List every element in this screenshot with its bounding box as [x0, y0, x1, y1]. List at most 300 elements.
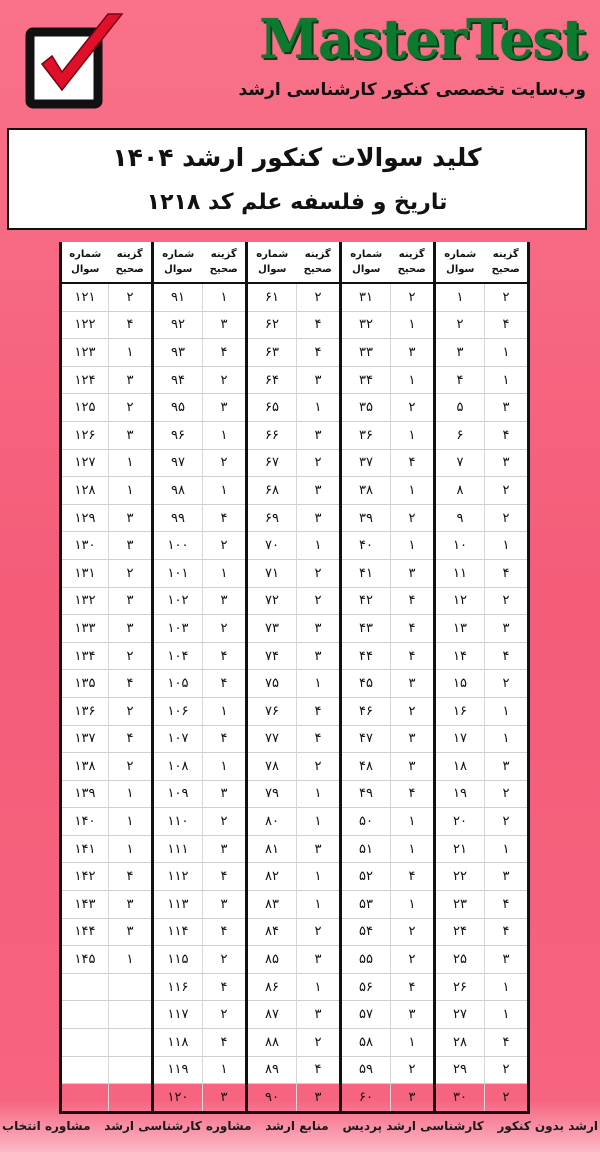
question-number-cell: ۱۱۸: [153, 1029, 203, 1057]
answer-cell: ۱: [203, 753, 247, 781]
answer-cell: ۲: [297, 559, 341, 587]
answer-key-header-row: [61, 242, 529, 283]
table-row: [61, 753, 529, 781]
question-number-cell: ۱۳۸: [61, 753, 109, 781]
question-number-cell: ۱۳۳: [61, 615, 109, 643]
answer-cell: ۴: [485, 918, 529, 946]
answer-cell: ۲: [485, 477, 529, 505]
answer-cell: [109, 1029, 153, 1057]
question-number-cell: ۱۲۴: [61, 366, 109, 394]
table-row: [61, 449, 529, 477]
answer-cell: ۲: [485, 587, 529, 615]
question-number-cell: ۲۱: [435, 835, 485, 863]
answer-cell: ۲: [109, 283, 153, 311]
answer-cell: ۲: [109, 394, 153, 422]
table-row: [61, 366, 529, 394]
question-number-cell: ۹۳: [153, 339, 203, 367]
question-number-cell: ۷۹: [247, 780, 297, 808]
answer-cell: ۱: [391, 366, 435, 394]
question-number-cell: ۸۱: [247, 835, 297, 863]
question-number-cell: ۲۴: [435, 918, 485, 946]
question-number-cell: ۵: [435, 394, 485, 422]
answer-cell: ۴: [485, 559, 529, 587]
question-number-cell: ۳۶: [341, 421, 391, 449]
question-number-cell: ۸۴: [247, 918, 297, 946]
exam-title-box: [7, 128, 587, 230]
question-number-cell: ۱۳۷: [61, 725, 109, 753]
question-number-cell: ۷۱: [247, 559, 297, 587]
question-number-cell: ۴۹: [341, 780, 391, 808]
question-number-cell: ۱۰۴: [153, 642, 203, 670]
question-number-cell: [61, 1029, 109, 1057]
question-number-cell: ۱۵: [435, 670, 485, 698]
table-row: [61, 835, 529, 863]
question-number-cell: ۱۴۳: [61, 891, 109, 919]
answer-cell: ۴: [109, 725, 153, 753]
answer-cell: ۴: [203, 863, 247, 891]
question-number-cell: ۶۶: [247, 421, 297, 449]
question-number-cell: ۱۱: [435, 559, 485, 587]
column-header-answer: گزینه صحیح: [203, 242, 247, 283]
question-number-cell: ۱۲۸: [61, 477, 109, 505]
answer-cell: ۱: [297, 891, 341, 919]
footer-link-pardis[interactable]: کارشناسی ارشد پردیس: [342, 1119, 484, 1133]
answer-cell: ۲: [391, 697, 435, 725]
answer-cell: ۳: [203, 891, 247, 919]
footer-link-selection[interactable]: مشاوره انتخاب: [2, 1119, 91, 1133]
answer-cell: ۳: [109, 532, 153, 560]
question-number-cell: ۱۲۲: [61, 311, 109, 339]
answer-key-table: [62, 242, 530, 1106]
answer-cell: ۳: [203, 394, 247, 422]
answer-cell: ۴: [203, 973, 247, 1001]
question-number-cell: ۹۲: [153, 311, 203, 339]
answer-cell: ۳: [485, 946, 529, 974]
question-number-cell: ۸۷: [247, 1001, 297, 1029]
answer-cell: ۱: [109, 339, 153, 367]
question-number-cell: ۴۳: [341, 615, 391, 643]
answer-key-grid: [59, 242, 530, 1114]
answer-cell: ۲: [109, 753, 153, 781]
question-number-cell: ۶۷: [247, 449, 297, 477]
answer-cell: ۲: [485, 283, 529, 311]
question-number-cell: ۵۷: [341, 1001, 391, 1029]
answer-cell: ۱: [297, 670, 341, 698]
question-number-cell: ۱۱۲: [153, 863, 203, 891]
table-row: [61, 780, 529, 808]
question-number-cell: ۵۱: [341, 835, 391, 863]
answer-cell: ۳: [485, 394, 529, 422]
question-number-cell: ۸۹: [247, 1056, 297, 1084]
question-number-cell: ۴۵: [341, 670, 391, 698]
answer-cell: ۴: [485, 311, 529, 339]
answer-cell: ۴: [297, 311, 341, 339]
answer-cell: ۳: [109, 918, 153, 946]
question-number-cell: ۱۴: [435, 642, 485, 670]
question-number-cell: ۵۳: [341, 891, 391, 919]
answer-cell: ۱: [391, 532, 435, 560]
exam-title: کلید سوالات کنکور ارشد ۱۴۰۴: [112, 143, 482, 172]
question-number-cell: [61, 1001, 109, 1029]
answer-cell: ۳: [297, 366, 341, 394]
answer-cell: ۴: [297, 1056, 341, 1084]
question-number-cell: ۵۴: [341, 918, 391, 946]
answer-cell: ۲: [203, 808, 247, 836]
table-row: [61, 725, 529, 753]
answer-cell: ۲: [203, 946, 247, 974]
answer-cell: ۳: [391, 339, 435, 367]
question-number-cell: ۱۰۵: [153, 670, 203, 698]
question-number-cell: ۲۹: [435, 1056, 485, 1084]
question-number-cell: ۶۵: [247, 394, 297, 422]
answer-cell: [109, 1001, 153, 1029]
answer-cell: ۲: [391, 918, 435, 946]
question-number-cell: ۶: [435, 421, 485, 449]
checkmark-checkbox-icon[interactable]: [20, 6, 130, 116]
question-number-cell: ۳۹: [341, 504, 391, 532]
answer-cell: ۴: [485, 891, 529, 919]
answer-cell: ۳: [203, 835, 247, 863]
question-number-cell: ۲۸: [435, 1029, 485, 1057]
answer-cell: ۲: [297, 918, 341, 946]
question-number-cell: ۱۰۶: [153, 697, 203, 725]
answer-cell: ۲: [391, 946, 435, 974]
question-number-cell: ۵۰: [341, 808, 391, 836]
question-number-cell: ۲۶: [435, 973, 485, 1001]
answer-cell: ۲: [485, 780, 529, 808]
answer-cell: ۴: [391, 642, 435, 670]
answer-cell: ۲: [485, 670, 529, 698]
question-number-cell: ۶۹: [247, 504, 297, 532]
question-number-cell: ۱۰۲: [153, 587, 203, 615]
question-number-cell: ۹۹: [153, 504, 203, 532]
question-number-cell: ۸۵: [247, 946, 297, 974]
answer-cell: ۴: [203, 642, 247, 670]
answer-cell: ۳: [485, 753, 529, 781]
answer-cell: ۳: [297, 1001, 341, 1029]
answer-cell: ۱: [297, 863, 341, 891]
question-number-cell: ۷۰: [247, 532, 297, 560]
table-row: [61, 283, 529, 311]
question-number-cell: ۱۱۹: [153, 1056, 203, 1084]
question-number-cell: ۱۰۸: [153, 753, 203, 781]
question-number-cell: ۴۴: [341, 642, 391, 670]
answer-cell: ۳: [109, 421, 153, 449]
answer-cell: ۴: [297, 697, 341, 725]
answer-cell: ۱: [391, 835, 435, 863]
question-number-cell: ۱۳۵: [61, 670, 109, 698]
answer-cell: ۴: [203, 918, 247, 946]
column-header-answer: گزینه صحیح: [297, 242, 341, 283]
question-number-cell: ۵۶: [341, 973, 391, 1001]
question-number-cell: ۹۴: [153, 366, 203, 394]
answer-cell: ۱: [391, 1029, 435, 1057]
question-number-cell: ۷: [435, 449, 485, 477]
question-number-cell: ۶۱: [247, 283, 297, 311]
question-number-cell: ۳۱: [341, 283, 391, 311]
answer-cell: ۴: [203, 339, 247, 367]
question-number-cell: ۳۸: [341, 477, 391, 505]
question-number-cell: ۱۸: [435, 753, 485, 781]
answer-cell: ۳: [203, 587, 247, 615]
answer-cell: ۴: [485, 642, 529, 670]
question-number-cell: ۱۰: [435, 532, 485, 560]
answer-cell: ۳: [297, 477, 341, 505]
answer-cell: ۳: [109, 891, 153, 919]
answer-cell: ۲: [297, 753, 341, 781]
question-number-cell: ۹۸: [153, 477, 203, 505]
question-number-cell: [61, 1056, 109, 1084]
answer-cell: ۴: [485, 421, 529, 449]
answer-cell: ۳: [391, 753, 435, 781]
question-number-cell: ۱۶: [435, 697, 485, 725]
answer-cell: ۱: [485, 532, 529, 560]
question-number-cell: ۶۴: [247, 366, 297, 394]
answer-cell: ۴: [391, 863, 435, 891]
answer-cell: ۱: [485, 697, 529, 725]
answer-cell: ۳: [391, 559, 435, 587]
table-row: [61, 394, 529, 422]
question-number-cell: ۴۶: [341, 697, 391, 725]
table-row: [61, 918, 529, 946]
question-number-cell: ۵۲: [341, 863, 391, 891]
question-number-cell: ۱۰۳: [153, 615, 203, 643]
answer-cell: ۲: [297, 1029, 341, 1057]
answer-cell: ۱: [297, 780, 341, 808]
answer-cell: ۳: [297, 421, 341, 449]
answer-cell: ۱: [297, 808, 341, 836]
question-number-cell: ۵۵: [341, 946, 391, 974]
table-row: [61, 559, 529, 587]
table-row: [61, 615, 529, 643]
answer-cell: [109, 973, 153, 1001]
question-number-cell: ۱۴۴: [61, 918, 109, 946]
question-number-cell: ۲۷: [435, 1001, 485, 1029]
question-number-cell: ۱۱۶: [153, 973, 203, 1001]
question-number-cell: ۱۲۱: [61, 283, 109, 311]
question-number-cell: ۹۱: [153, 283, 203, 311]
answer-cell: ۱: [109, 449, 153, 477]
question-number-cell: ۸: [435, 477, 485, 505]
answer-cell: ۲: [203, 449, 247, 477]
answer-cell: ۲: [203, 366, 247, 394]
answer-cell: ۴: [297, 339, 341, 367]
answer-cell: ۳: [485, 863, 529, 891]
answer-cell: ۴: [109, 863, 153, 891]
table-row: [61, 1029, 529, 1057]
answer-cell: ۲: [203, 615, 247, 643]
question-number-cell: ۳۵: [341, 394, 391, 422]
question-number-cell: ۸۰: [247, 808, 297, 836]
answer-cell: ۳: [297, 615, 341, 643]
answer-cell: ۱: [203, 477, 247, 505]
answer-cell: ۱: [391, 421, 435, 449]
question-number-cell: ۷۶: [247, 697, 297, 725]
answer-cell: ۴: [297, 725, 341, 753]
answer-cell: ۱: [391, 808, 435, 836]
question-number-cell: ۶۸: [247, 477, 297, 505]
answer-cell: ۱: [109, 808, 153, 836]
table-row: [61, 532, 529, 560]
column-header-answer: گزینه صحیح: [485, 242, 529, 283]
answer-cell: ۱: [109, 946, 153, 974]
answer-cell: ۱: [297, 394, 341, 422]
question-number-cell: ۱۹: [435, 780, 485, 808]
answer-cell: ۱: [203, 559, 247, 587]
answer-cell: ۳: [297, 642, 341, 670]
answer-cell: ۳: [109, 615, 153, 643]
answer-cell: ۴: [203, 725, 247, 753]
footer-link-counseling[interactable]: مشاوره کارشناسی ارشد: [104, 1119, 252, 1133]
answer-cell: ۴: [203, 1029, 247, 1057]
column-header-question: شماره سوال: [153, 242, 203, 283]
table-row: [61, 504, 529, 532]
question-number-cell: ۳۳: [341, 339, 391, 367]
answer-cell: ۲: [297, 283, 341, 311]
footer-link-resources[interactable]: منابع ارشد: [265, 1119, 329, 1133]
answer-cell: ۱: [203, 1056, 247, 1084]
answer-cell: ۳: [297, 1084, 341, 1113]
brand-name[interactable]: MasterTest: [259, 7, 586, 71]
answer-cell: ۳: [391, 670, 435, 698]
answer-cell: ۴: [203, 670, 247, 698]
question-number-cell: ۵۹: [341, 1056, 391, 1084]
footer-links: [0, 1104, 600, 1148]
answer-cell: ۱: [485, 339, 529, 367]
question-number-cell: ۱۲۶: [61, 421, 109, 449]
footer-link-no-exam[interactable]: ارشد بدون کنکور: [497, 1119, 598, 1133]
answer-cell: ۳: [109, 504, 153, 532]
question-number-cell: ۲۳: [435, 891, 485, 919]
question-number-cell: ۱۳۱: [61, 559, 109, 587]
answer-cell: ۱: [109, 780, 153, 808]
question-number-cell: ۱۲: [435, 587, 485, 615]
answer-cell: ۱: [485, 835, 529, 863]
answer-cell: ۲: [391, 504, 435, 532]
question-number-cell: ۲۲: [435, 863, 485, 891]
question-number-cell: ۱۱۳: [153, 891, 203, 919]
column-header-answer: گزینه صحیح: [109, 242, 153, 283]
question-number-cell: ۱۱۴: [153, 918, 203, 946]
question-number-cell: ۴۸: [341, 753, 391, 781]
answer-cell: ۴: [391, 615, 435, 643]
question-number-cell: ۷۲: [247, 587, 297, 615]
table-row: [61, 697, 529, 725]
question-number-cell: [61, 973, 109, 1001]
answer-cell: ۳: [297, 504, 341, 532]
answer-cell: ۲: [109, 642, 153, 670]
question-number-cell: ۱۷: [435, 725, 485, 753]
table-row: [61, 946, 529, 974]
question-number-cell: ۸۲: [247, 863, 297, 891]
answer-cell: ۴: [485, 1029, 529, 1057]
question-number-cell: ۳۰: [435, 1084, 485, 1113]
answer-cell: ۳: [109, 366, 153, 394]
answer-cell: ۳: [109, 587, 153, 615]
answer-cell: ۱: [203, 697, 247, 725]
question-number-cell: ۷۳: [247, 615, 297, 643]
answer-cell: ۴: [391, 973, 435, 1001]
question-number-cell: ۱۰۰: [153, 532, 203, 560]
question-number-cell: ۱۲۷: [61, 449, 109, 477]
question-number-cell: ۱۱۰: [153, 808, 203, 836]
answer-cell: ۳: [391, 725, 435, 753]
question-number-cell: ۷۸: [247, 753, 297, 781]
table-row: [61, 1001, 529, 1029]
question-number-cell: ۳۴: [341, 366, 391, 394]
answer-cell: ۲: [203, 532, 247, 560]
question-number-cell: ۲۵: [435, 946, 485, 974]
question-number-cell: ۱۰۱: [153, 559, 203, 587]
question-number-cell: ۷۵: [247, 670, 297, 698]
question-number-cell: ۱۲۵: [61, 394, 109, 422]
answer-cell: ۱: [203, 421, 247, 449]
answer-cell: ۲: [391, 394, 435, 422]
question-number-cell: ۱۱۵: [153, 946, 203, 974]
column-header-question: شماره سوال: [341, 242, 391, 283]
question-number-cell: ۵۸: [341, 1029, 391, 1057]
question-number-cell: ۳۷: [341, 449, 391, 477]
question-number-cell: ۱: [435, 283, 485, 311]
question-number-cell: ۱۴۲: [61, 863, 109, 891]
table-row: [61, 670, 529, 698]
question-number-cell: ۱۳۶: [61, 697, 109, 725]
question-number-cell: ۲۰: [435, 808, 485, 836]
answer-cell: ۳: [485, 615, 529, 643]
question-number-cell: ۱۴۱: [61, 835, 109, 863]
answer-cell: ۲: [109, 697, 153, 725]
column-header-question: شماره سوال: [435, 242, 485, 283]
answer-cell: ۲: [297, 449, 341, 477]
question-number-cell: ۱۳۴: [61, 642, 109, 670]
question-number-cell: ۶۲: [247, 311, 297, 339]
site-tagline: وب‌سایت تخصصی کنکور کارشناسی ارشد: [238, 80, 586, 100]
table-row: [61, 973, 529, 1001]
column-header-question: شماره سوال: [61, 242, 109, 283]
question-number-cell: ۱۳۹: [61, 780, 109, 808]
answer-cell: ۳: [203, 311, 247, 339]
question-number-cell: ۱۳۰: [61, 532, 109, 560]
question-number-cell: ۴۲: [341, 587, 391, 615]
question-number-cell: ۱۳: [435, 615, 485, 643]
table-row: [61, 421, 529, 449]
question-number-cell: ۱۰۹: [153, 780, 203, 808]
question-number-cell: ۸۸: [247, 1029, 297, 1057]
answer-cell: ۱: [391, 477, 435, 505]
answer-cell: ۲: [391, 283, 435, 311]
answer-cell: ۳: [391, 1001, 435, 1029]
answer-cell: ۳: [203, 780, 247, 808]
question-number-cell: ۳: [435, 339, 485, 367]
question-number-cell: ۴۷: [341, 725, 391, 753]
answer-cell: ۲: [485, 808, 529, 836]
table-row: [61, 311, 529, 339]
answer-cell: ۱: [485, 1001, 529, 1029]
question-number-cell: ۹۰: [247, 1084, 297, 1113]
question-number-cell: ۸۶: [247, 973, 297, 1001]
exam-subject: تاریخ و فلسفه علم کد ۱۲۱۸: [146, 190, 448, 215]
site-header: [0, 0, 600, 125]
answer-cell: ۱: [485, 973, 529, 1001]
answer-cell: ۱: [485, 366, 529, 394]
answer-cell: ۳: [485, 449, 529, 477]
column-header-answer: گزینه صحیح: [391, 242, 435, 283]
table-row: [61, 339, 529, 367]
answer-cell: ۱: [203, 283, 247, 311]
table-row: [61, 642, 529, 670]
answer-cell: ۲: [391, 1056, 435, 1084]
question-number-cell: ۲: [435, 311, 485, 339]
